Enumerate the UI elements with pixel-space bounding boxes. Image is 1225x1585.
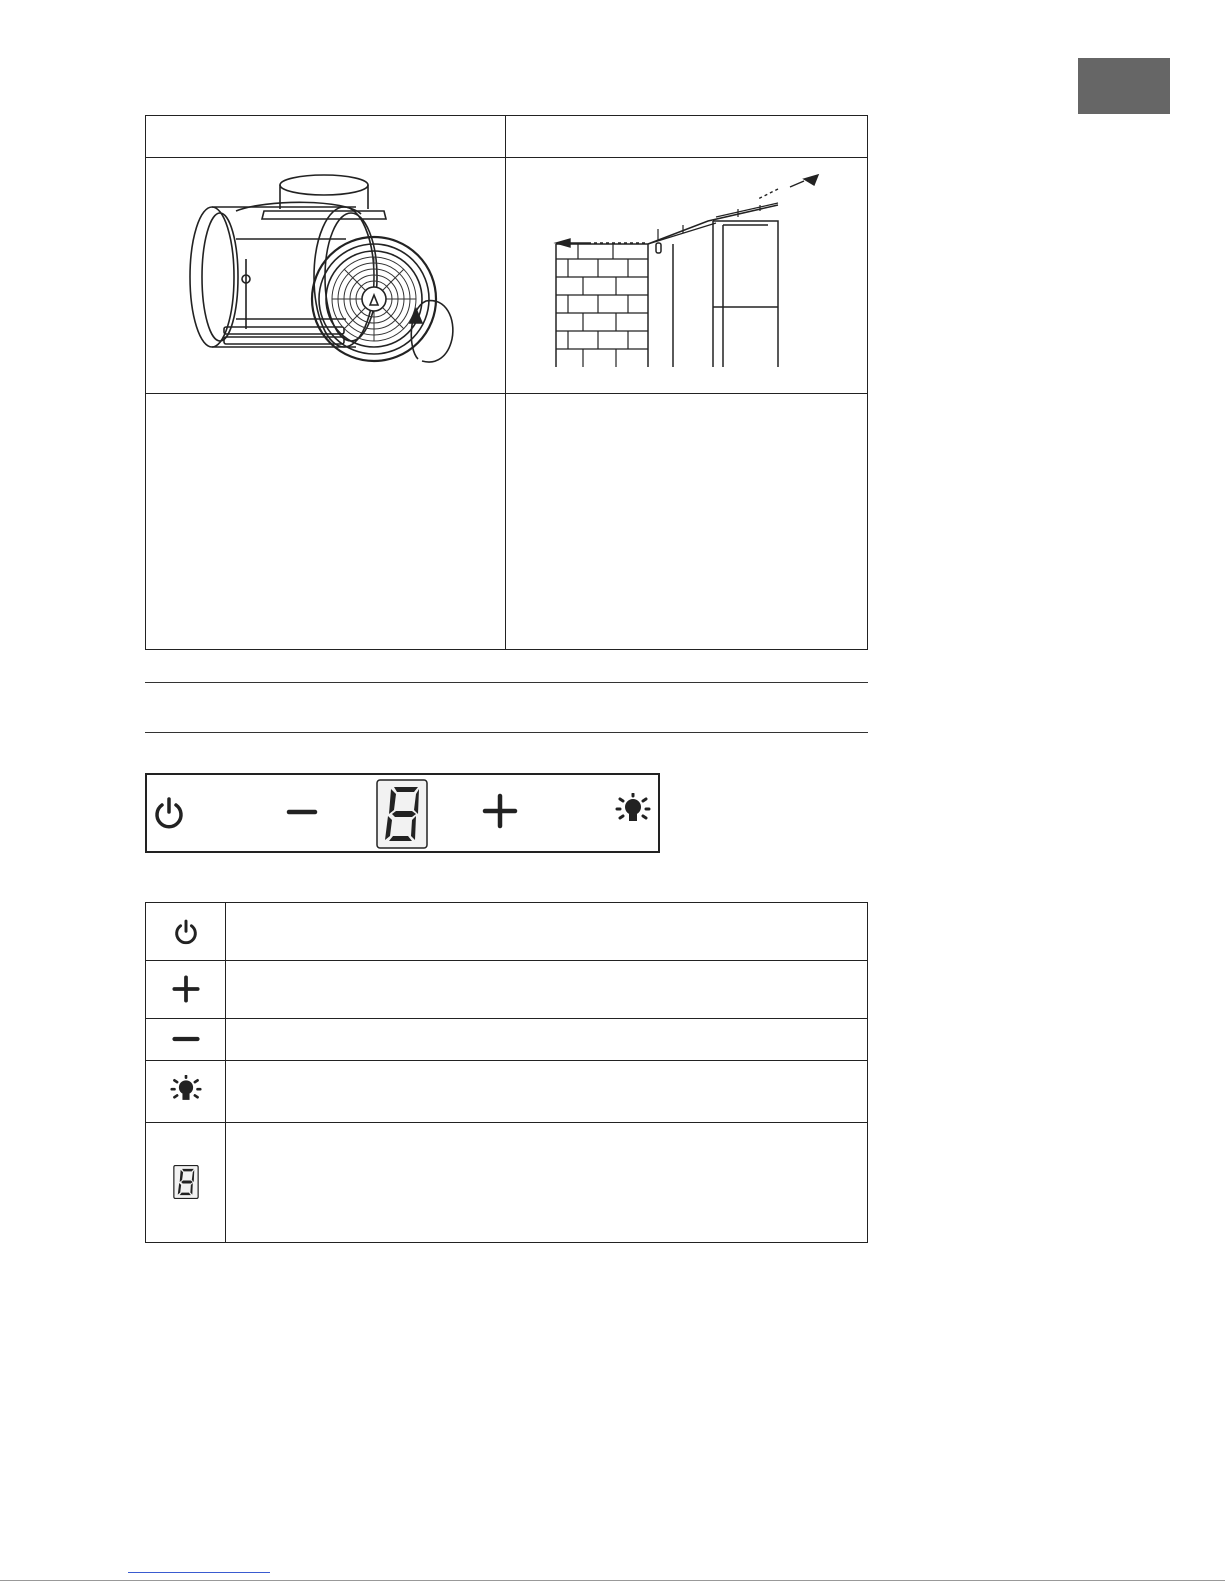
- legend-minus-text: [228, 1018, 861, 1060]
- legend-divider-vertical: [225, 903, 226, 1242]
- language-tab: [1078, 58, 1170, 114]
- installation-table: [145, 115, 868, 650]
- motor-carbon-filter-figure: [146, 159, 504, 392]
- legend-minus-icon: [146, 1018, 225, 1060]
- legend-digit-display-text: [228, 1122, 861, 1242]
- table-divider-figures: [146, 393, 867, 394]
- legend-power-icon: [146, 903, 225, 960]
- control-panel: [145, 773, 660, 853]
- footer-link[interactable]: [128, 1572, 270, 1573]
- table-text-right: [512, 404, 857, 644]
- legend-light-text: [228, 1060, 861, 1122]
- legend-digit-display-icon: [146, 1122, 225, 1242]
- panel-plus-icon[interactable]: [482, 793, 518, 834]
- controls-legend-table: [145, 902, 868, 1243]
- chimney-mounting-figure: [508, 159, 866, 392]
- panel-power-icon[interactable]: [151, 795, 187, 836]
- legend-plus-icon: [146, 960, 225, 1018]
- legend-power-text: [228, 903, 861, 960]
- panel-light-icon[interactable]: [613, 793, 653, 834]
- legend-light-icon: [146, 1060, 225, 1122]
- table-text-left: [152, 404, 497, 644]
- legend-plus-text: [228, 960, 861, 1018]
- table-divider-header: [146, 157, 867, 158]
- section-rule-bottom: [145, 732, 868, 733]
- table-divider-vertical: [505, 116, 506, 649]
- footer-rule: [0, 1580, 1225, 1581]
- panel-digit-display-icon: [376, 779, 428, 854]
- section-rule-top: [145, 682, 868, 683]
- panel-minus-icon[interactable]: [285, 797, 319, 832]
